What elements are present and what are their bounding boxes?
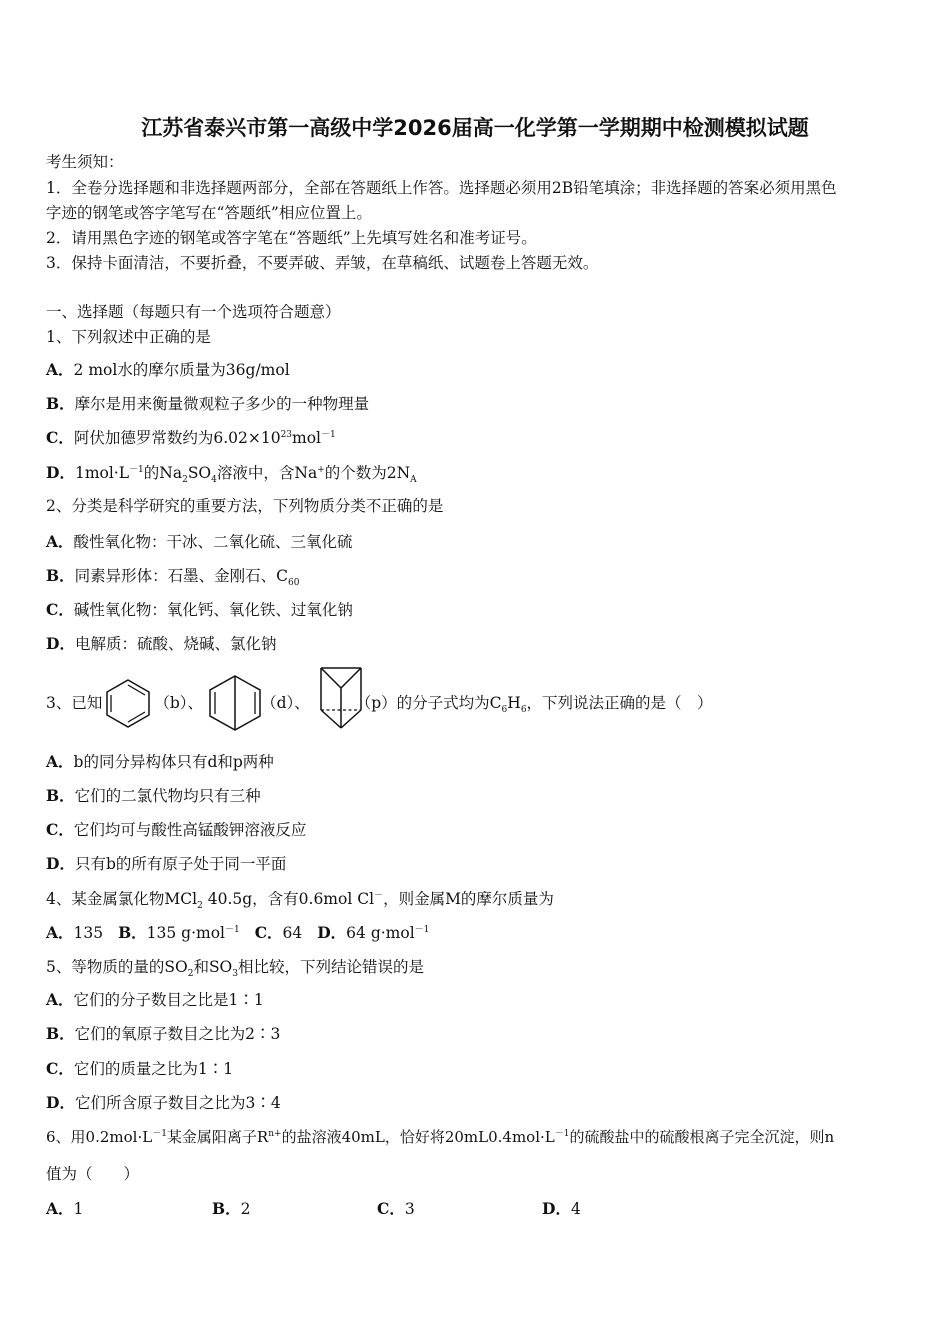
question-6-stem-line2: 值为（ ） xyxy=(46,1165,140,1183)
stem-text: ，下列说法正确的是（ ） xyxy=(526,694,713,712)
option-label: B． xyxy=(46,1024,75,1043)
dewar-benzene-structure-icon xyxy=(206,673,264,733)
option-text: 135 xyxy=(73,924,104,942)
q1-option-b xyxy=(46,394,369,414)
q3-option-a xyxy=(46,752,274,772)
q6-option-c xyxy=(377,1199,415,1219)
option-text: 酸性氧化物：干冰、二氧化硫、三氧化硫 xyxy=(73,533,353,551)
section-heading: 一、选择题（每题只有一个选项符合题意） xyxy=(46,303,341,321)
option-label: A． xyxy=(46,532,74,551)
notice-line-3: 3．保持卡面清洁，不要折叠，不要弄破、弄皱，在草稿纸、试题卷上答题无效。 xyxy=(46,254,599,272)
q3-option-c xyxy=(46,820,306,840)
q3-option-d xyxy=(46,854,286,874)
stem-text: （d）、 xyxy=(261,694,310,712)
subscript: 6 xyxy=(520,705,527,716)
subscript: 2 xyxy=(182,475,188,486)
stem-text: 3、已知 xyxy=(46,694,103,712)
stem-text: 4、某金属氯化物MCl xyxy=(46,890,198,908)
option-text: 2 xyxy=(240,1200,251,1218)
notice-line-1a: 1．全卷分选择题和非选择题两部分，全部在答题纸上作答。选择题必须用2B铅笔填涂；非选择题的答案必须用黑色 xyxy=(46,179,837,197)
option-text: 它们的质量之比为1∶1 xyxy=(73,1060,234,1078)
stem-text: （p）的分子式均为C xyxy=(355,694,502,712)
option-text: 它们均可与酸性高锰酸钾溶液反应 xyxy=(73,821,307,839)
subscript: 60 xyxy=(287,578,300,589)
option-label: D． xyxy=(542,1199,571,1218)
q1-option-c xyxy=(46,428,336,448)
superscript: n+ xyxy=(268,1129,282,1139)
q6-option-d xyxy=(542,1199,581,1219)
option-label: B． xyxy=(46,566,75,585)
option-label: C． xyxy=(46,1059,74,1078)
q5-option-d xyxy=(46,1093,281,1113)
option-text: mol xyxy=(292,429,322,447)
exam-title: 江苏省泰兴市第一高级中学2026届高一化学第一学期期中检测模拟试题 xyxy=(141,116,809,140)
option-text: 它们的氧原子数目之比为2∶3 xyxy=(74,1025,281,1043)
option-label: A． xyxy=(46,360,74,379)
option-label: D． xyxy=(46,634,75,653)
q2-option-d xyxy=(46,634,276,654)
stem-text: 6、用0.2mol·L xyxy=(46,1128,153,1146)
option-text: 的个数为2N xyxy=(324,464,411,482)
superscript: － xyxy=(374,890,384,901)
q3-option-b xyxy=(46,786,261,806)
superscript: －1 xyxy=(554,1129,570,1139)
question-5-stem xyxy=(46,957,425,980)
stem-text: 相比较，下列结论错误的是 xyxy=(238,958,425,976)
stem-text: （b）、 xyxy=(154,694,204,712)
option-text: 它们所含原子数目之比为3∶4 xyxy=(74,1094,281,1112)
option-label: C． xyxy=(46,600,74,619)
option-text: 2 mol水的摩尔质量为36g/mol xyxy=(73,361,290,379)
subscript: 2 xyxy=(187,969,194,980)
superscript: －1 xyxy=(321,429,336,440)
question-2-stem: 2、分类是科学研究的重要方法，下列物质分类不正确的是 xyxy=(46,497,444,515)
option-label: D． xyxy=(46,854,75,873)
q6-option-a xyxy=(46,1199,83,1219)
stem-text: H xyxy=(507,694,521,712)
stem-text: 的硫酸盐中的硫酸根离子完全沉淀，则n xyxy=(569,1128,835,1146)
option-text: 电解质：硫酸、烧碱、氯化钠 xyxy=(74,635,277,653)
q5-option-a xyxy=(46,990,264,1010)
subscript: A xyxy=(410,475,417,486)
option-label: D． xyxy=(46,1093,75,1112)
subscript: 3 xyxy=(232,969,238,980)
option-text: 3 xyxy=(404,1200,415,1218)
option-text: 1mol·L xyxy=(74,464,130,482)
stem-text: 和SO xyxy=(193,958,233,976)
notice-heading: 考生须知： xyxy=(46,153,124,171)
option-label: B． xyxy=(118,923,147,942)
superscript: + xyxy=(317,464,325,475)
superscript: －1 xyxy=(414,924,430,935)
stem-text: ，则金属M的摩尔质量为 xyxy=(383,890,554,908)
stem-text: 某金属阳离子R xyxy=(166,1128,269,1146)
option-label: C． xyxy=(377,1199,405,1218)
question-4-stem xyxy=(46,889,554,912)
option-text: 它们的分子数目之比是1∶1 xyxy=(73,991,264,1009)
option-text: 的Na xyxy=(143,464,183,482)
prismane-structure-icon xyxy=(318,664,364,730)
option-text: 溶液中，含Na xyxy=(216,464,318,482)
subscript: 6 xyxy=(501,705,508,716)
notice-line-2: 2．请用黑色字迹的钢笔或答字笔在“答题纸”上先填写姓名和准考证号。 xyxy=(46,229,537,247)
q1-option-d xyxy=(46,463,417,486)
option-text: 碱性氧化物：氧化钙、氧化铁、过氧化钠 xyxy=(73,601,353,619)
option-text: b的同分异构体只有d和p两种 xyxy=(73,753,274,771)
option-label: D． xyxy=(317,923,347,942)
option-label: C． xyxy=(46,428,74,447)
superscript: －1 xyxy=(129,464,144,475)
option-label: A． xyxy=(46,923,74,942)
subscript: 4 xyxy=(211,475,217,486)
option-text: 阿伏加德罗常数约为6.02×10 xyxy=(73,429,281,447)
q5-option-b xyxy=(46,1024,280,1044)
subscript: 2 xyxy=(197,901,203,912)
option-text: 64 xyxy=(282,924,303,942)
option-text: 64 g·mol xyxy=(346,924,415,942)
question-6-stem xyxy=(46,1127,834,1147)
option-label: D． xyxy=(46,463,75,482)
q2-option-a xyxy=(46,532,353,552)
option-text: 它们的二氯代物均只有三种 xyxy=(74,787,261,805)
superscript: －1 xyxy=(152,1129,167,1139)
option-label: B． xyxy=(46,394,75,413)
option-label: C． xyxy=(46,820,74,839)
option-text: 只有b的所有原子处于同一平面 xyxy=(74,855,287,873)
option-text: 4 xyxy=(570,1200,581,1218)
option-label: A． xyxy=(46,990,74,1009)
stem-text: 5、等物质的量的SO xyxy=(46,958,188,976)
superscript: －1 xyxy=(225,924,240,935)
stem-text: 40.5g，含有0.6mol Cl xyxy=(202,890,375,908)
option-label: B． xyxy=(46,786,75,805)
option-text: 135 g·mol xyxy=(146,924,226,942)
q6-option-b xyxy=(212,1199,250,1219)
option-label: C． xyxy=(254,923,283,942)
notice-line-1b: 字迹的钢笔或答字笔写在“答题纸”相应位置上。 xyxy=(46,204,372,222)
q2-option-c xyxy=(46,600,353,620)
stem-text: 的盐溶液40mL，恰好将20mL0.4mol·L xyxy=(281,1128,555,1146)
option-text: 1 xyxy=(73,1200,84,1218)
q5-option-c xyxy=(46,1059,233,1079)
option-label: A． xyxy=(46,752,74,771)
benzene-structure-icon xyxy=(102,677,154,729)
q4-options xyxy=(46,923,429,943)
q2-option-b xyxy=(46,566,300,589)
option-text: SO xyxy=(187,464,212,482)
option-text: 摩尔是用来衡量微观粒子多少的一种物理量 xyxy=(74,395,370,413)
option-label: A． xyxy=(46,1199,74,1218)
option-text: 同素异形体：石墨、金刚石、C xyxy=(74,567,288,585)
q1-option-a xyxy=(46,360,290,380)
superscript: 23 xyxy=(280,429,293,440)
question-1-stem: 1、下列叙述中正确的是 xyxy=(46,328,211,346)
option-label: B． xyxy=(212,1199,241,1218)
